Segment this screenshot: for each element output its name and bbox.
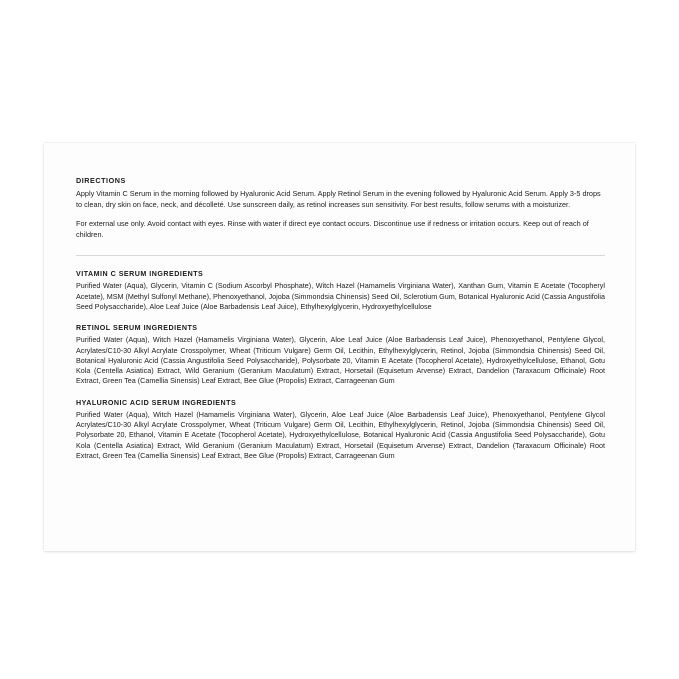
retinol-ingredients-heading: RETINOL SERUM INGREDIENTS [76,324,198,333]
ingredient-block [76,324,605,386]
directions-paragraph-2: For external use only. Avoid contact with eyes. Rinse with water if direct eye contact occurs. Discontinue use if redness or irritation occurs. Keep out of reach of children. [76,219,589,239]
directions-paragraph-1: Apply Vitamin C Serum in the morning followed by Hyaluronic Acid Serum. Apply Retinol Serum in the evening followed by Hyaluronic Acid Serum. Apply 3-5 drops to clean, dry skin on face, neck, and décolleté. Use sunscreen daily, as retinol increases sun sensitivity. For best results, follow serums with a moisturizer. [76,189,601,209]
product-label-card [44,143,635,551]
section-divider [76,255,605,256]
vitamin-c-ingredients-text: Purified Water (Aqua), Glycerin, Vitamin C (Sodium Ascorbyl Phosphate), Witch Hazel (Hamamelis Virginiana Water), Xanthan Gum, Vitamin E Acetate (Tocopheryl Acetate), MSM (Methyl Sulfonyl Methane), Phenoxyethanol, Jojoba (Simmondsia Chinensis) Seed Oil, Sclerotium Gum, Botanical Hyaluronic Acid (Cassia Angustifolia Seed Polysaccharide), Aloe Leaf Juice (Aloe Barbadensis Leaf Juice), Ethylhexylglycerin, Hydroxyethylcellulose [76,281,605,311]
retinol-ingredients-text: Purified Water (Aqua), Witch Hazel (Hamamelis Virginiana Water), Glycerin, Aloe Leaf Juice (Aloe Barbadensis Leaf Juice), Phenoxyethanol, Pentylene Glycol, Acrylates/C10-30 Alkyl Acrylate Crosspolymer, Wheat (Triticum Vulgare) Germ Oil, Lecithin, Ethylhexylglycerin, Retinol, Jojoba (Simmondsia Chinensis) Seed Oil, Botanical Hyaluronic Acid (Cassia Angustifolia Seed Polysaccharide), Polysorbate 20, Vitamin E Acetate (Tocopherol Acetate), Hydroxyethylcellulose, Ethanol, Gotu Kola (Centella Asiatica) Extract, Wild Geranium (Geranium Maculatum) Extract, Horsetail (Equisetum Arvense) Extract, Dandelion (Taraxacum Officinale) Root Extract, Green Tea (Camellia Sinensis) Leaf Extract, Bee Glue (Propolis) Extract, Carrageenan Gum [76,335,605,386]
ingredients-section [76,270,605,461]
hyaluronic-acid-ingredients-text: Purified Water (Aqua), Witch Hazel (Hamamelis Virginiana Water), Glycerin, Aloe Leaf Juice (Aloe Barbadensis Leaf Juice), Phenoxyethanol, Pentylene Glycol Acrylates/C10-30 Alkyl Acrylate Crosspolymer, Wheat (Triticum Vulgare) Germ Oil, Lecithin, Ethylhexylglycerin, Retinol, Jojoba (Simmondsia Chinensis) Seed Oil, Polysorbate 20, Ethanol, Vitamin E Acetate (Tocopherol Acetate), Hydroxyethylcellulose, Botanical Hyaluronic Acid (Cassia Angustifolia Seed Polysaccharide), Gotu Kola (Centella Asiatica) Extract, Wild Geranium (Geranium Maculatum) Extract, Horsetail (Equisetum Arvense) Extract, Dandelion (Taraxacum Officinale) Root Extract, Green Tea (Camellia Sinensis) Leaf Extract, Bee Glue (Propolis) Extract, Carrageenan Gum [76,409,605,460]
vitamin-c-ingredients-heading: VITAMIN C SERUM INGREDIENTS [76,270,204,279]
hyaluronic-acid-ingredients-heading: HYALURONIC ACID SERUM INGREDIENTS [76,398,237,407]
directions-heading: DIRECTIONS [76,176,126,185]
paragraph-spacer [76,210,605,219]
ingredient-block [76,399,605,461]
directions-section [76,176,605,240]
ingredient-block [76,270,605,312]
label-content [76,176,605,461]
